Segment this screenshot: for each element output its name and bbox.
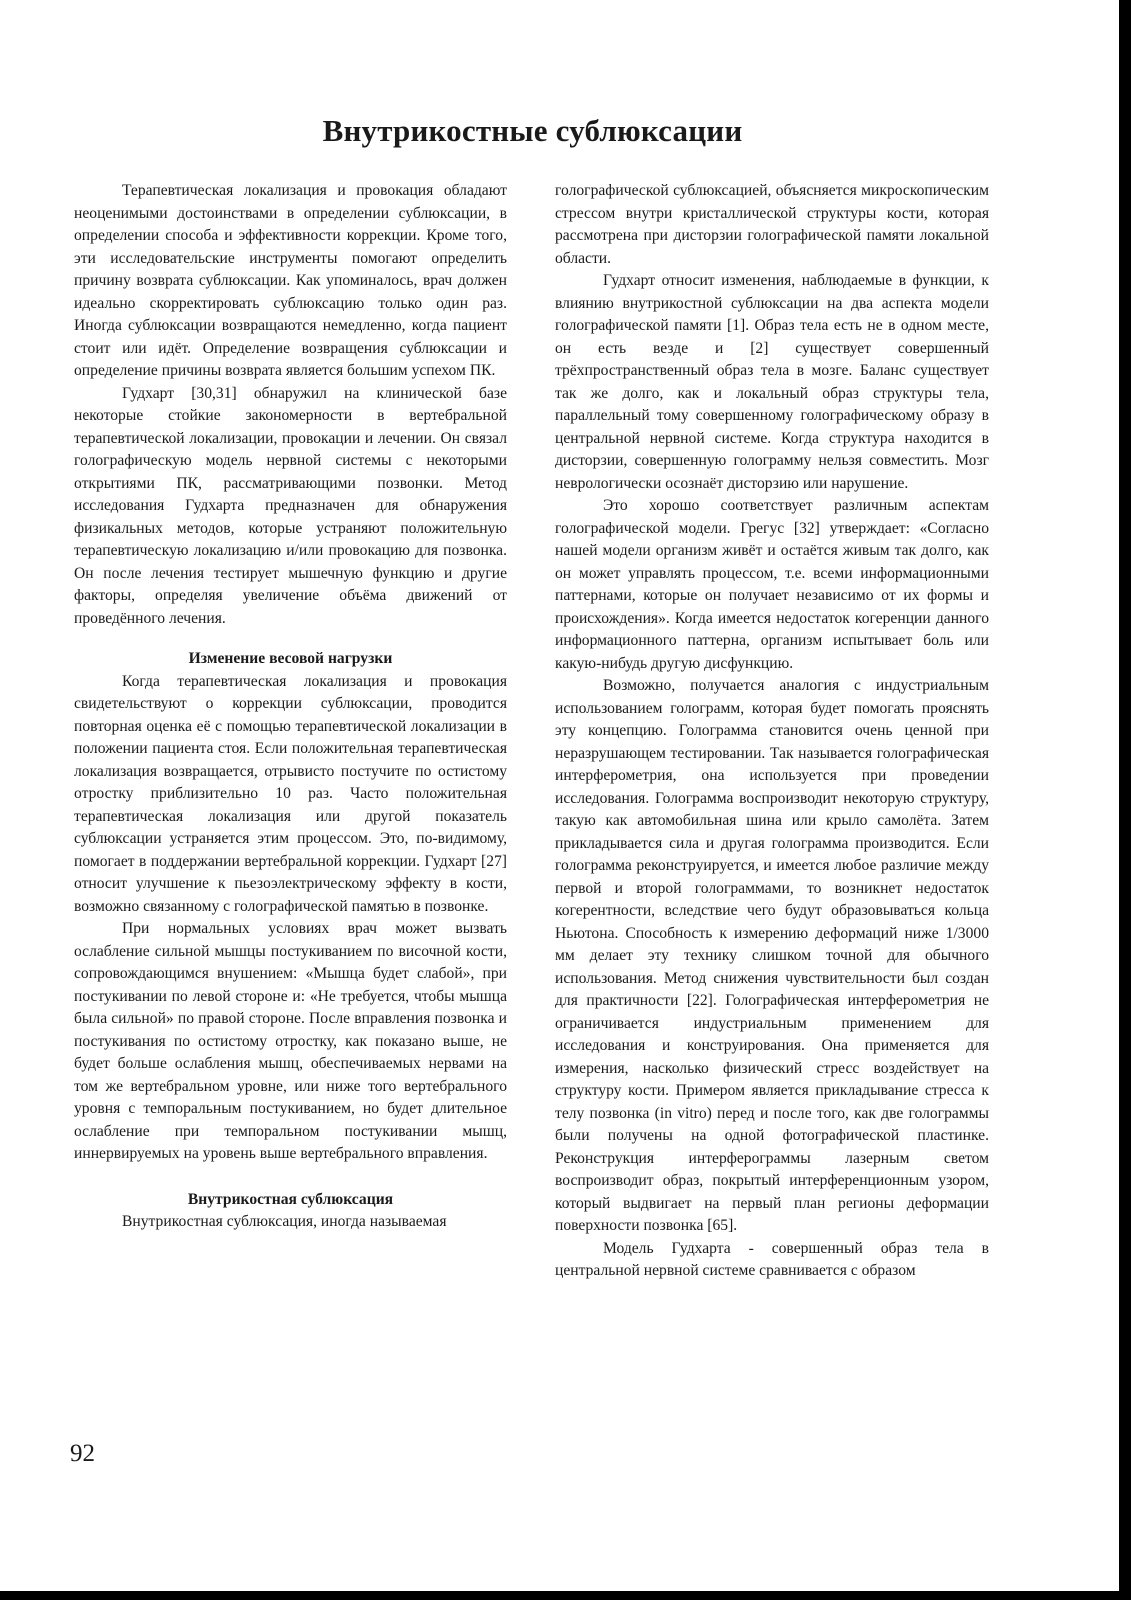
scan-edge-bottom [0,1591,1131,1600]
paragraph: Терапевтическая локализация и провокация обладают неоценимыми достоинствами в определении сублюксации, в определении способа и эффективности коррекции. Кроме того, эти исследовательские инструменты помогают определить причину возврата сублюксации. Как упоминалось, врач должен идеально скорректировать сублюксацию только один раз. Иногда сублюксации возвращаются немедленно, когда пациент стоит или идёт. Определение возвращения сублюксации и определение причины возврата является большим успехом ПК. [74,182,507,379]
paragraph: Модель Гудхарта - совершенный образ тела в центральной нервной системе сравнивается с образом [555,1239,989,1279]
spacer [74,630,507,648]
spacer [74,1166,507,1189]
paragraph: Когда терапевтическая локализация и провокация свидетельствуют о коррекции сублюксации, проводится повторная оценка её с помощью терапевтической локализации в положении пациента стоя. Если положительная терапевтическая локализация возвращается, отрывисто постучите по остистому отростку приблизительно 10 раз. Часто положительная терапевтическая локализация или другой показатель сублюксации устраняется этим процессом. Это, по-видимому, помогает в поддержании вертебральной коррекции. Гудхарт [27] относит улучшение к пьезоэлектрическому эффекту в кости, возможно связанному с голографической памятью в позвонке. [74,672,507,915]
right-column [555,180,989,1283]
section-heading: Внутрикостная сублюксация [187,1190,394,1208]
paragraph: Возможно, получается аналогия с индустриальным использованием голограмм, которая будет помогать прояснять эту концепцию. Голограмма становится очень ценной при неразрушающем тестировании. Так называется голографическая интерферометрия, она используется при проведении исследования. Голограмма воспроизводит некоторую структуру, такую как автомобильная шина или крыло самолёта. Затем прикладывается сила и другая голограмма производится. Если голограмма реконструируется, и имеется любое различие между первой и второй голограммами, то возникнет недостаток когерентности, вследствие чего будут образовываться кольца Ньютона. Способность к измерению деформаций ниже 1/3000 мм делает эту технику слишком точной для обычного использования. Метод снижения чувствительности был создан для практичности [22]. Голографическая интерферометрия не ограничивается индустриальным применением для исследования и конструирования. Она применяется для измерения, насколько физический стресс воздействует на структуру кости. Примером является прикладывание стресса к телу позвонка (in vitro) перед и после того, как две голограммы были получены на одной фотографической пластинке. Реконструкция интерферограммы лазерным светом воспроизводит образ, покрытый интерференционным узором, который выдвигает на первый план регионы деформации поверхности позвонка [65]. [555,677,989,1234]
paragraph: При нормальных условиях врач может вызвать ослабление сильной мышцы постукиванием по височной кости, сопровождающимся внушением: «Мышца будет слабой», при постукивании по левой стороне и: «Не требуется, чтобы мышца была сильной» по правой стороне. После вправления позвонка и постукивания по остистому отростку, как показано выше, не будет больше ослабления мышц, обеспечиваемых нервами на том же вертебральном уровне, или ниже того вертебрального уровня с темпоральным постукиванием, но будет длительное ослабление при темпоральном постукивании мышц, иннервируемых на уровень выше вертебрального вправления. [74,920,507,1162]
paragraph: Это хорошо соответствует различным аспектам голографической модели. Грегус [32] утверждает: «Согласно нашей модели организм живёт и остаётся живым так долго, как он может управлять процессом, т.е. всеми информационными паттернами, которые он получает независимо от их формы и происхождения». Когда имеется недостаток когеренции данного информационного паттерна, организм испытывает боль или какую-нибудь другую дисфункцию. [555,497,989,672]
paragraph: Гудхарт [30,31] обнаружил на клинической базе некоторые стойкие закономерности в вертебральной терапевтической локализации, провокации и лечении. Он связал голографическую модель нервной системы с некоторыми открытиями ПК, рассматривающими позвонки. Метод исследования Гудхарта предназначен для обнаружения физикальных методов, которые устраняют положительную терапевтическую локализацию и/или провокацию для позвонка. Он после лечения тестирует мышечную функцию и другие факторы, определяя увеличение объёма движений от проведённого лечения. [74,384,507,627]
page-number: 92 [70,1440,95,1467]
paragraph: Гудхарт относит изменения, наблюдаемые в функции, к влиянию внутрикостной сублюксации на два аспекта модели голографической памяти [1]. Образ тела есть не в одном месте, он есть везде и [2] существует совершенный трёхпространственный образ тела в мозге. Баланс существует так же долго, как и локальный образ структуры тела, параллельный тому совершенному голографическому образу в центральной нервной системе. Когда структура находится в дисторзии, совершенную голограмму нельзя совместить. Мозг неврологически осознаёт дисторзию или нарушение. [555,272,989,492]
scan-edge-right [1119,0,1131,1600]
section-heading: Изменение весовой нагрузки [188,650,393,667]
paragraph: Внутрикостная сублюксация, иногда называемая [122,1213,447,1230]
left-column [74,180,507,1234]
paragraph: голографической сублюксацией, объясняется микроскопическим стрессом внутри кристаллической структуры кости, которая рассмотрена при дисторзии голографической памяти локальной области. [555,182,989,267]
page-title: Внутрикостные сублюксации [322,113,743,148]
